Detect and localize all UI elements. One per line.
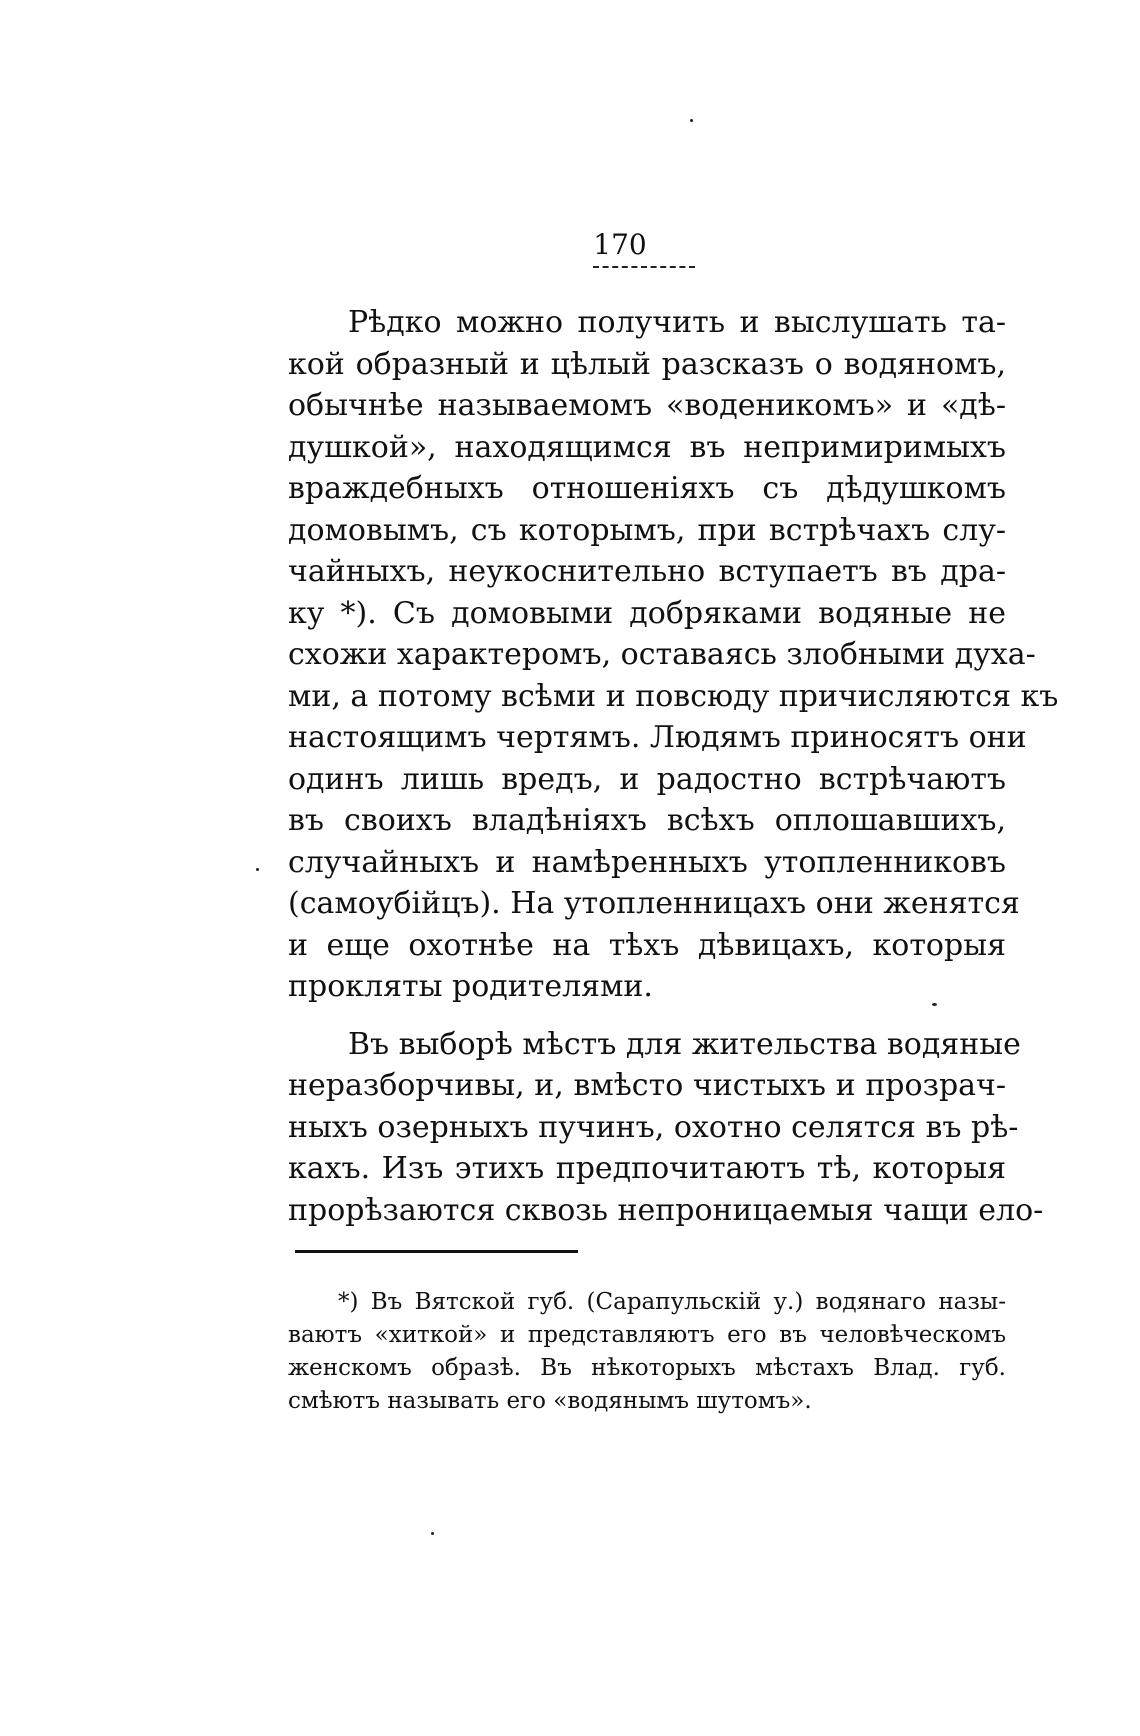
text-line: прокляты родителями. [288, 969, 653, 1004]
text-line: душкой», находящимся въ непримиримыхъ [288, 429, 1006, 465]
text-line: ку *). Съ домовыми добряками водяные не [288, 595, 1006, 631]
text-line: и еще охотнѣе на тѣхъ дѣвицахъ, которыя [288, 927, 1006, 963]
print-speck [690, 119, 693, 122]
text-line: Рѣдко можно получить и выслушать та- [348, 305, 1006, 340]
text-line: обычнѣе называемомъ «воденикомъ» и «дѣ- [288, 388, 1006, 423]
text-line: въ своихъ владѣніяхъ всѣхъ оплошавшихъ, [288, 803, 1006, 838]
print-speck [256, 868, 259, 871]
footnote-rule [295, 1250, 578, 1253]
print-speck [431, 1532, 434, 1535]
text-line: кой образный и цѣлый разсказъ о водяномъ, [288, 346, 1006, 382]
paragraph-1 [288, 302, 1059, 1008]
text-line: неразборчивы, и, вмѣсто чистыхъ и прозрач- [288, 1068, 1006, 1103]
main-text [288, 302, 1059, 1231]
paragraph-2 [288, 1024, 1044, 1232]
text-line: ныхъ озерныхъ пучинъ, охотно селятся въ рѣ- [288, 1109, 1019, 1145]
text-line: случайныхъ и намѣренныхъ утопленниковъ [288, 844, 1006, 880]
page-number: 170 [593, 228, 647, 261]
text-line: настоящимъ чертямъ. Людямъ приносятъ они [288, 720, 1027, 755]
footnote-line: *) Въ Вятской губ. (Сарапульскій у.) водянаго назы- [338, 1289, 1006, 1315]
text-line: домовымъ, съ которымъ, при встрѣчахъ слу- [288, 512, 1006, 548]
paragraph-gap [288, 1008, 1006, 1024]
text-line: враждебныхъ отношеніяхъ съ дѣдушкомъ [288, 471, 1006, 506]
footnote-line: женскомъ образѣ. Въ нѣкоторыхъ мѣстахъ Влад. губ. [288, 1355, 1006, 1381]
text-line: ми, а потому всѣми и повсюду причисляются къ [288, 678, 1059, 714]
footnote-line: ваютъ «хиткой» и представляютъ его въ человѣческомъ [288, 1322, 1006, 1348]
text-line: одинъ лишь вредъ, и радостно встрѣчаютъ [288, 761, 1006, 797]
text-line: схожи характеромъ, оставаясь злобными духа- [288, 637, 1036, 672]
text-line: кахъ. Изъ этихъ предпочитаютъ тѣ, которыя [288, 1151, 1006, 1186]
page-number-rule [593, 266, 695, 268]
text-line: прорѣзаются сквозь непроницаемыя чащи ело- [288, 1192, 1044, 1228]
footnote-line: смѣютъ называть его «водянымъ шутомъ». [288, 1388, 812, 1414]
footnote [288, 1286, 1006, 1418]
text-line: (самоубійцъ). На утопленницахъ они женятся [288, 886, 1020, 921]
text-line: чайныхъ, неукоснительно вступаетъ въ дра- [288, 554, 1006, 589]
text-line: Въ выборѣ мѣстъ для жительства водяные [348, 1026, 1021, 1062]
